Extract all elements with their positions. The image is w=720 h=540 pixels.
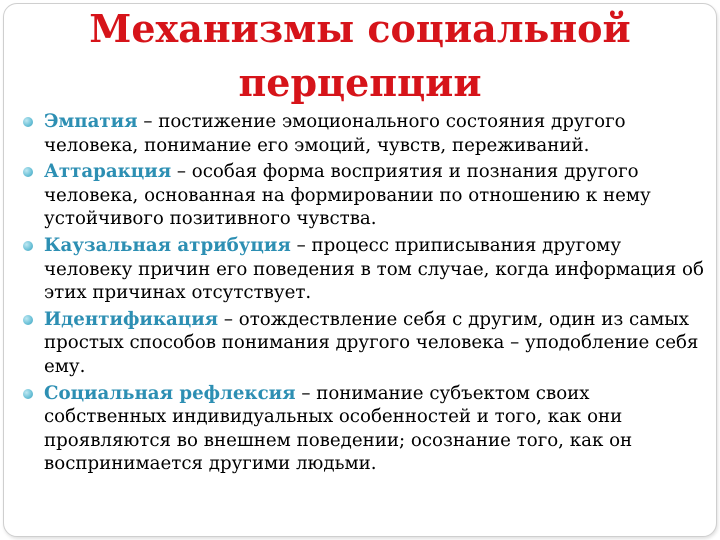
list-item-identification: [14, 308, 704, 379]
term-attraction: Аттаракция: [44, 161, 172, 183]
definition-empathy: – постижение эмоционального состояния другого человека, понимание его эмоций, чувств, переживаний.: [44, 111, 626, 156]
bullet-icon: [23, 241, 33, 251]
list-item-causal-attribution: [14, 234, 704, 305]
definition-causal-attribution: – процесс приписывания другому человеку причин его поведения в том случае, когда информация об этих причинах отсутствует.: [44, 234, 704, 304]
definition-identification: – отождествление себя с другим, один из самых простых способов понимания другого человека – уподобление себя ему.: [44, 308, 699, 377]
bullet-icon: [23, 167, 33, 177]
term-empathy: Эмпатия: [44, 111, 138, 132]
title-line-1: Механизмы социальной: [89, 6, 631, 51]
term-social-reflection: Социальная рефлексия: [44, 382, 296, 404]
bullet-icon: [23, 389, 33, 399]
list-item-social-reflection: [14, 382, 704, 476]
definition-attraction: – особая форма восприятия и познания другого человека, основанная на формировании по отношению к нему устойчивого позитивного чувства.: [44, 161, 651, 230]
term-identification: Идентификация: [44, 308, 219, 330]
title-line-2: перцепции: [238, 60, 482, 105]
term-causal-attribution: Каузальная атрибуция: [44, 234, 291, 256]
list-item-empathy: [14, 110, 704, 157]
list-item-attraction: [14, 160, 704, 231]
slide-title: [0, 2, 720, 110]
bullet-icon: [23, 117, 33, 127]
mechanism-list: [14, 110, 704, 479]
bullet-icon: [23, 315, 33, 325]
definition-social-reflection: – понимание субъектом своих собственных индивидуальных особенностей и того, как они проявляются во внешнем поведении; осознание того, как он воспринимается другими людьми.: [44, 382, 633, 475]
